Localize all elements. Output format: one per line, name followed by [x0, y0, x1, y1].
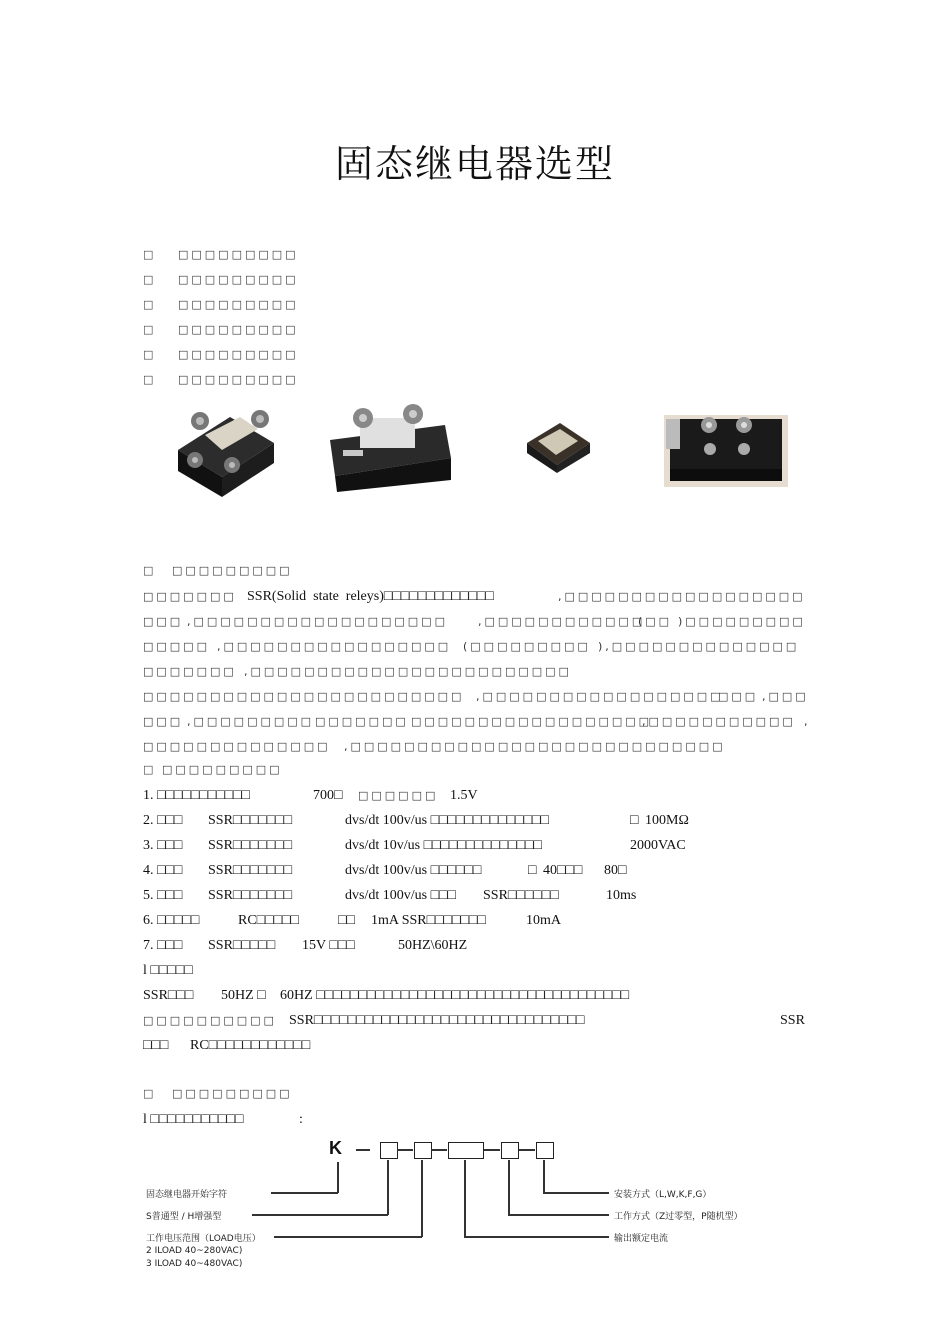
code-box-voltage — [414, 1142, 432, 1159]
bullet-marker: □ — [143, 248, 154, 261]
model-intro-line — [0, 1111, 950, 1129]
spec-row — [0, 887, 950, 905]
spec-text: SSR□□□□□□□ — [208, 838, 293, 853]
spec-row — [0, 837, 950, 855]
leader-line — [464, 1236, 609, 1238]
text-run: □□□□□□□□□□□□□□ — [143, 740, 331, 753]
text-run: (□□□□□□□□□ — [463, 640, 591, 653]
text-run: ,□□□□□□□□□□□□□□□□□□ — [558, 590, 806, 603]
ssr-single-phase-photo — [170, 395, 278, 500]
code-box-mount — [536, 1142, 554, 1159]
separator-dash — [397, 1149, 413, 1151]
text-run: ,□□□□□□□□□□□□ — [478, 615, 646, 628]
bullet-item: □□□□□□□□□ — [178, 298, 299, 311]
spec-text: SSR□□□□□ — [208, 938, 276, 953]
paragraph-line — [0, 1037, 950, 1055]
spec-text: dvs/dt 100v/us □□□ — [345, 888, 456, 903]
spec-text: □ — [630, 813, 639, 828]
spec-row — [0, 812, 950, 830]
text-run: ,□□□□□□□□□□□ — [642, 715, 796, 728]
bullet-marker: □ — [143, 373, 154, 386]
text-run: □□□□□□□ — [143, 590, 237, 603]
section-marker: □ — [143, 1087, 154, 1100]
spec-text: 1mA SSR□□□□□□□ — [371, 913, 486, 928]
spec-row — [0, 862, 950, 880]
separator-dash — [431, 1149, 447, 1151]
paragraph-line — [0, 1012, 950, 1030]
leader-line — [252, 1214, 388, 1216]
spec-text: 2000VAC — [630, 838, 686, 853]
label-type: S普通型 / H增强型 — [146, 1212, 222, 1222]
label-voltage-option: 3 ILOAD 40~480VAC) — [146, 1259, 243, 1269]
text-run: 60HZ □□□□□□□□□□□□□□□□□□□□□□□□□□□□□□□□□□□□□ — [280, 988, 630, 1003]
label-voltage-range: 工作电压范围（LOAD电压） — [146, 1234, 261, 1244]
text-run: RC□□□□□□□□□□□□ — [190, 1038, 311, 1053]
leader-line — [508, 1160, 510, 1215]
spec-row — [0, 787, 950, 805]
paragraph-line — [0, 588, 950, 606]
bullet-item: □□□□□□□□□ — [178, 373, 299, 386]
text-run: l □□□□□□□□□□□ — [143, 1112, 244, 1127]
text-run: SSR — [780, 1013, 805, 1028]
bullet-marker: □ — [143, 323, 154, 336]
section-marker: □ — [143, 763, 154, 776]
page-title: 固态继电器选型 — [334, 142, 615, 186]
text-run: , — [804, 715, 811, 728]
spec-text: □ — [528, 863, 537, 878]
text-run: □□□□□ — [143, 640, 210, 653]
text-run: □□□□□□□□□□ — [143, 1014, 277, 1027]
text-run: : — [299, 1112, 303, 1127]
separator-dash — [519, 1149, 535, 1151]
note-heading: l □□□□□ — [143, 963, 193, 978]
ssr-three-phase-photo — [662, 405, 790, 490]
spec-text: 700□ — [313, 788, 343, 803]
bullet-item: □□□□□□□□□ — [178, 248, 299, 261]
leader-line — [274, 1236, 422, 1238]
spec-text: 4. □□□ — [143, 863, 183, 878]
spec-text: 10mA — [526, 913, 561, 928]
leader-line — [543, 1192, 609, 1194]
text-run: □□□ — [143, 715, 184, 728]
separator-dash — [484, 1149, 500, 1151]
bullet-marker: □ — [143, 348, 154, 361]
text-run: □□□□□□□ — [143, 665, 237, 678]
spec-text: 40□□□ — [543, 863, 583, 878]
paragraph-line — [0, 638, 950, 656]
spec-text: SSR□□□□□□□ — [208, 813, 293, 828]
leader-line — [464, 1160, 466, 1237]
bullet-marker: □ — [143, 298, 154, 311]
spec-text: 50HZ\60HZ — [398, 938, 468, 953]
label-rated-current: 输出额定电流 — [614, 1234, 669, 1244]
spec-text: 7. □□□ — [143, 938, 183, 953]
spec-text: dvs/dt 100v/us □□□□□□□□□□□□□□ — [345, 813, 549, 828]
spec-text: 100MΩ — [645, 813, 689, 828]
spec-text: dvs/dt 10v/us □□□□□□□□□□□□□□ — [345, 838, 542, 853]
text-run: ,□□□□□□□□□□□□□□□□□□□□□□□□ — [244, 665, 572, 678]
spec-text: 1. □□□□□□□□□□□ — [143, 788, 251, 803]
leader-line — [508, 1214, 609, 1216]
spec-text: SSR□□□□□□□ — [208, 888, 293, 903]
code-box-mode — [501, 1142, 519, 1159]
section-heading: □□□□□□□□□ — [172, 564, 293, 577]
text-run: □□□□□□□□□□□□□□□□□□□□□□□□ — [143, 690, 465, 703]
code-box-current — [448, 1142, 484, 1159]
leader-line — [387, 1160, 389, 1215]
text-run: □□□ — [718, 690, 759, 703]
text-run: □□□ — [143, 615, 184, 628]
text-run: ,□□□□□□□□□□□□□□□□□ — [217, 640, 452, 653]
spec-row — [0, 912, 950, 930]
text-run: ,□□□□□□□□□ — [187, 715, 315, 728]
spec-text: dvs/dt 100v/us □□□□□□ — [345, 863, 482, 878]
spec-text: 80□ — [604, 863, 627, 878]
model-prefix: K — [329, 1138, 342, 1158]
section-heading: □□□□□□□□□ — [172, 1087, 293, 1100]
text-run: ,□□□□□□□□□□□□□□□□□□ — [476, 690, 724, 703]
text-run: □□□□□□□ — [315, 715, 409, 728]
spec-text: 6. □□□□□ — [143, 913, 200, 928]
paragraph-line — [0, 663, 950, 681]
note-heading-line — [0, 962, 950, 980]
label-working-mode: 工作方式（Z过零型，P随机型） — [614, 1212, 743, 1222]
spec-row — [0, 937, 950, 955]
text-run: ,□□□□□□□□□□□□□□□□□□□□□□□□□□□□ — [344, 740, 726, 753]
text-run: ,□□□□□□□□□□□□□□□□□□□ — [187, 615, 448, 628]
section-marker: □ — [143, 564, 154, 577]
ssr-pcb-module-photo — [522, 415, 594, 477]
text-run: SSR(Solid state releys)□□□□□□□□□□□□□ — [247, 589, 494, 604]
leader-line — [543, 1160, 545, 1193]
text-run: ),□□□□□□□□□□□□□□ — [598, 640, 800, 653]
text-run: SSR□□□□□□□□□□□□□□□□□□□□□□□□□□□□□□□□ — [289, 1013, 585, 1028]
separator-dash — [356, 1149, 370, 1151]
label-start-char: 固态继电器开始字符 — [146, 1190, 228, 1200]
bullet-marker: □ — [143, 273, 154, 286]
spec-text: 1.5V — [450, 788, 478, 803]
leader-line — [271, 1192, 338, 1194]
paragraph-line — [0, 613, 950, 631]
text-run: ,□□□ — [762, 690, 809, 703]
leader-line — [337, 1162, 339, 1193]
text-run: )□□□□□□□□□ — [678, 615, 806, 628]
spec-text: SSR□□□□□□□ — [208, 863, 293, 878]
paragraph-line — [0, 738, 950, 756]
spec-text: RC□□□□□ — [238, 913, 299, 928]
section-heading: □□□□□□□□□ — [162, 763, 283, 776]
label-voltage-option: 2 ILOAD 40~280VAC) — [146, 1246, 243, 1256]
leader-line — [421, 1160, 423, 1237]
spec-text: 2. □□□ — [143, 813, 183, 828]
text-run: SSR□□□ — [143, 988, 194, 1003]
spec-text: 15V □□□ — [302, 938, 355, 953]
text-run: □□□ — [143, 1038, 169, 1053]
label-mounting: 安装方式（L,W,K,F,G） — [614, 1190, 712, 1200]
spec-text: 10ms — [606, 888, 637, 903]
text-run: (□□ — [638, 615, 673, 628]
text-run: 50HZ □ — [221, 988, 266, 1003]
bullet-item: □□□□□□□□□ — [178, 348, 299, 361]
paragraph-line — [0, 688, 950, 706]
paragraph-line — [0, 713, 950, 731]
spec-text: SSR□□□□□□ — [483, 888, 559, 903]
bullet-item: □□□□□□□□□ — [178, 323, 299, 336]
bullet-item: □□□□□□□□□ — [178, 273, 299, 286]
ssr-industrial-photo — [325, 400, 455, 492]
spec-text: □□ — [338, 913, 355, 928]
spec-text: 3. □□□ — [143, 838, 183, 853]
spec-text: 5. □□□ — [143, 888, 183, 903]
spec-text: □□□□□□ — [358, 789, 439, 802]
text-run: □□□□□□□□□□□□□□□□□□ — [411, 715, 653, 728]
code-box-type — [380, 1142, 398, 1159]
paragraph-line — [0, 987, 950, 1005]
